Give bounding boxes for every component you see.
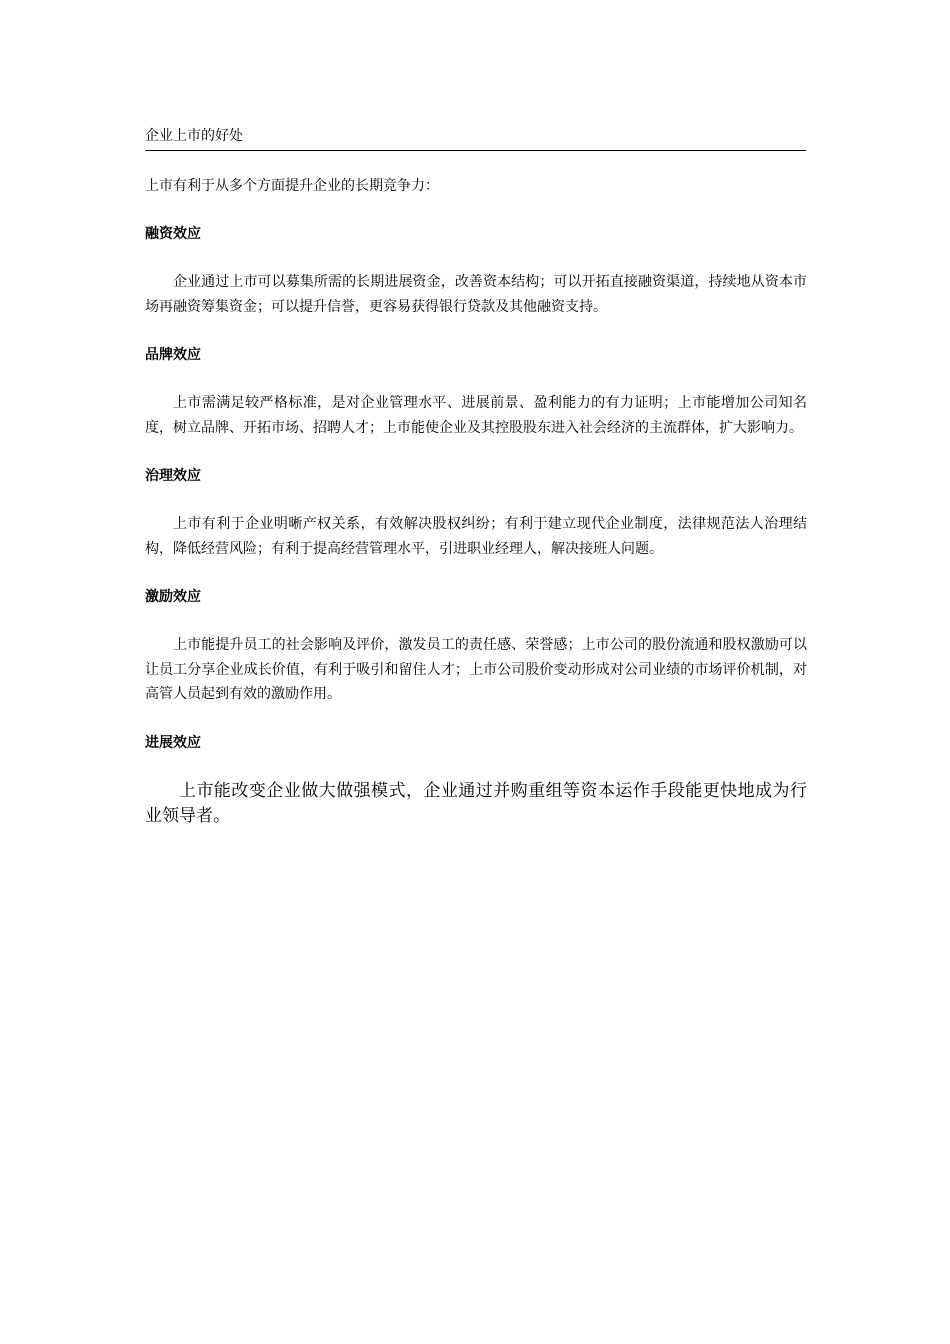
page-header (145, 125, 806, 151)
intro-paragraph: 上市有利于从多个方面提升企业的长期竞争力： (145, 178, 439, 194)
section-body-development: 上市能改变企业做大做强模式，企业通过并购重组等资本运作手段能更快地成为行业领导者。 (145, 780, 807, 826)
section-body-financing: 企业通过上市可以募集所需的长期进展资金，改善资本结构；可以开拓直接融资渠道，持续地从资本市场再融资筹集资金；可以提升信誉，更容易获得银行贷款及其他融资支持。 (145, 274, 807, 315)
section-body-brand: 上市需满足较严格标准，是对企业管理水平、进展前景、盈利能力的有力证明；上市能增加公司知名度，树立品牌、开拓市场、招聘人才；上市能使企业及其控股股东进入社会经济的主流群体，扩大影响力。 (145, 395, 807, 436)
section-heading-development: 进展效应 (145, 734, 201, 751)
section-heading-incentive: 激励效应 (145, 589, 201, 605)
section-body-governance: 上市有利于企业明晰产权关系，有效解决股权纠纷；有利于建立现代企业制度，法律规范法人治理结构，降低经营风险；有利于提高经营管理水平，引进职业经理人，解决接班人问题。 (145, 516, 807, 557)
header-title: 企业上市的好处 (145, 128, 243, 144)
document-body (145, 176, 807, 855)
section-body-incentive: 上市能提升员工的社会影响及评价，激发员工的责任感、荣誉感；上市公司的股份流通和股权激励可以让员工分享企业成长价值，有利于吸引和留住人才；上市公司股价变动形成对公司业绩的市场评价机制，对高管人员起到有效的激励作用。 (145, 637, 807, 702)
section-heading-governance: 治理效应 (145, 468, 201, 484)
section-heading-financing: 融资效应 (145, 226, 201, 242)
section-heading-brand: 品牌效应 (145, 347, 201, 363)
